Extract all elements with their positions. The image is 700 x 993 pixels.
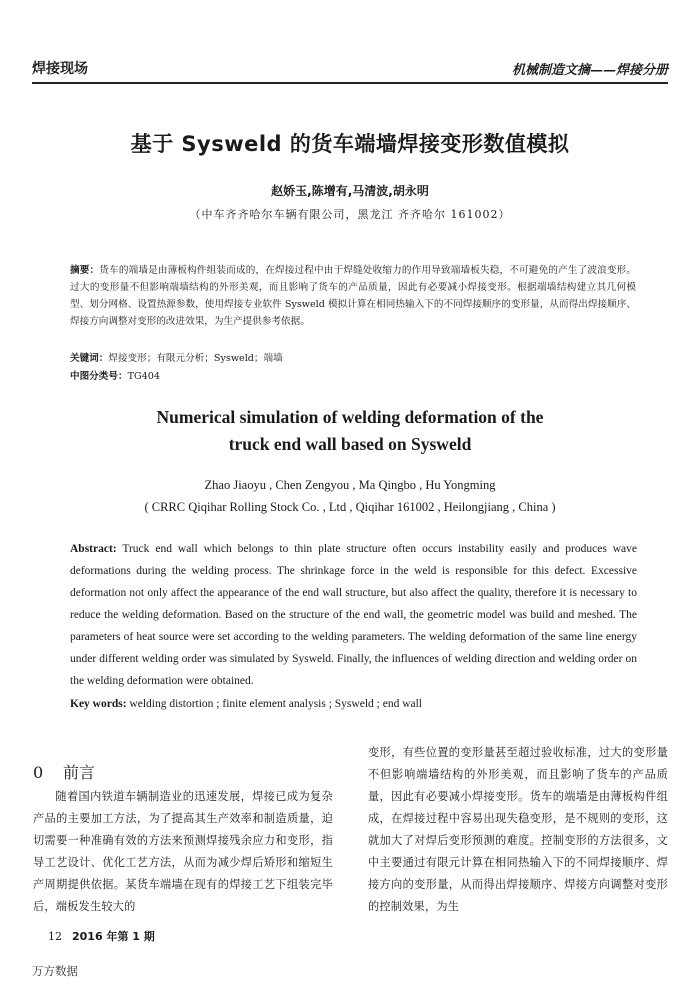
paper-title-cn: 基于 Sysweld 的货车端墙焊接变形数值模拟: [130, 132, 570, 156]
body-column-left: 随着国内铁道车辆制造业的迅速发展，焊接已成为复杂产品的主要加工方法，为了提高其生产效率和制造质量，迫切需要一种准确有效的方法来预测焊接残余应力和变形，指导工艺设计、优化工艺方法，从而为减少焊后矫形和缩短生产周期提供依据。某货车端墙在现有的焊接工艺下组装完毕后，端板发生较大的: [33, 790, 333, 913]
abstract-en-text: Truck end wall which belongs to thin plate structure often occurs instability easily and produces wave deformations during the welding process. The shrinkage force in the weld is responsible for this defect. Excessive deformation not only affect the appearance of the end wall structure, but also affect the quality, therefore it is necessary to reduce the welding deformation. Based on the structure of the end wall, the geometric model was build and meshed. The parameters of heat source were set according to the welding parameters. The welding deformation of the same line energy under different welding order was simulated by Sysweld. Finally, the influences of welding direction and welding order on the welding deformation were obtained.: [70, 543, 637, 687]
paper-title-en-line2: truck end wall based on Sysweld: [228, 434, 472, 454]
paper-title-en: [0, 404, 700, 458]
watermark: 万方数据: [32, 964, 78, 978]
header-journal-name: 机械制造文摘——焊接分册: [511, 63, 668, 78]
header-section-label: 焊接现场: [32, 61, 88, 77]
abstract-cn-label: 摘要：: [70, 265, 100, 276]
running-header: [32, 60, 668, 84]
abstract-en-label: Abstract:: [70, 543, 117, 555]
abstract-en: [70, 538, 637, 692]
abstract-cn-text: 货车的端墙是由薄板构件组装而成的，在焊接过程中由于焊缝处收缩力的作用导致端墙板失稳，不可避免的产生了波浪变形。过大的变形量不但影响端墙结构的外形美观，而且影响了货车的产品质量，因此有必要减小焊接变形。根据端墙结构建立其几何模型、划分网格、设置热源参数，使用焊接专业软件 Sysweld 模拟计算在相同热输入下的不同焊接顺序的变形量，从而得出焊接顺序、焊接方向调整对变形的改进效果，为生产提供参考依据。: [70, 265, 637, 327]
affiliation-cn: （中车齐齐哈尔车辆有限公司，黑龙江 齐齐哈尔 161002）: [189, 208, 511, 221]
page-number: 12: [48, 930, 62, 943]
authors-cn: 赵娇玉,陈增有,马清波,胡永明: [271, 184, 429, 198]
clc-text: TG404: [127, 371, 160, 382]
authors-en: Zhao Jiaoyu , Chen Zengyou , Ma Qingbo , Hu Yongming: [204, 478, 496, 492]
keywords-cn-text: 焊接变形；有限元分析；Sysweld；端墙: [108, 353, 283, 364]
section-number: 0: [33, 763, 44, 782]
body-column-right: 变形，有些位置的变形量甚至超过验收标准，过大的变形量不但影响端墙结构的外形美观，而且影响了货车的产品质量，因此有必要减小焊接变形。货车的端墙是由薄板构件组成，在焊接过程中容易出现失稳变形，是不规则的变形，这就加大了对焊后变形预测的难度。控制变形的方法很多，文中主要通过有限元计算在相同热输入下的不同焊接顺序、焊接方向的变形量，从而得出焊接顺序、焊接方向调整对变形的控制效果，为生: [368, 746, 668, 913]
section-title: 前言: [63, 763, 96, 782]
keywords-cn-label: 关键词：: [70, 353, 109, 364]
page-footer: [48, 928, 155, 944]
affiliation-en: ( CRRC Qiqihar Rolling Stock Co. , Ltd , Qiqihar 161002 , Heilongjiang , China ): [144, 500, 556, 514]
issue-label: 2016 年第 1 期: [72, 930, 155, 943]
keywords-en: [70, 695, 637, 713]
keywords-cn: [70, 350, 636, 367]
keywords-en-text: welding distortion ; finite element analysis ; Sysweld ; end wall: [129, 698, 422, 710]
paper-title-en-line1: Numerical simulation of welding deformation of the: [156, 407, 544, 427]
section-heading: [33, 760, 95, 783]
keywords-en-label: Key words:: [70, 698, 127, 710]
clc-number: [70, 368, 636, 385]
clc-label: 中图分类号：: [70, 371, 128, 382]
abstract-cn: [70, 262, 636, 330]
